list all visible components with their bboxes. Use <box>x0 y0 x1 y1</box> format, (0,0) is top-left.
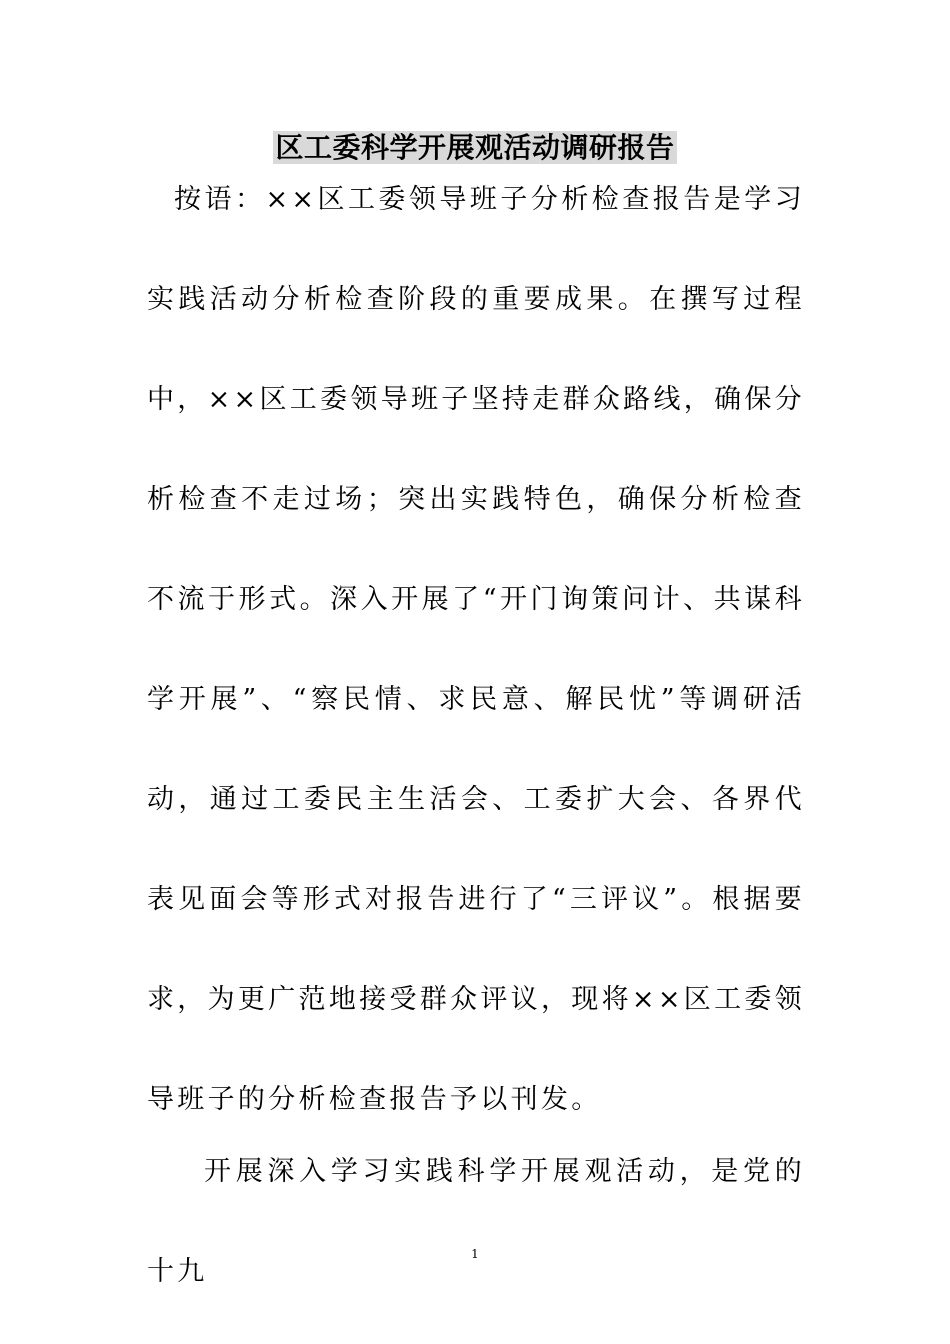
page-number: 1 <box>471 1247 479 1261</box>
editor-note-paragraph: 按语：××区工委领导班子分析检查报告是学习实践活动分析检查阶段的重要成果。在撰写过程中，××区工委领导班子坚持走群众路线，确保分析检查不走过场；突出实践特色，确保分析检查不流于形式。深入开展了“开门询策问计、共谋科学开展”、“察民情、求民意、解民忧”等调研活动，通过工委民主生活会、工委扩大会、各界代表见面会等形式对报告进行了“三评议”。根据要求，为更广范地接受群众评议，现将××区工委领导班子的分析检查报告予以刊发。 <box>147 184 805 1115</box>
document-title-text: 区工委科学开展观活动调研报告 <box>275 131 675 164</box>
body-paragraph: 开展深入学习实践科学开展观活动，是党的十九 <box>147 1156 805 1287</box>
